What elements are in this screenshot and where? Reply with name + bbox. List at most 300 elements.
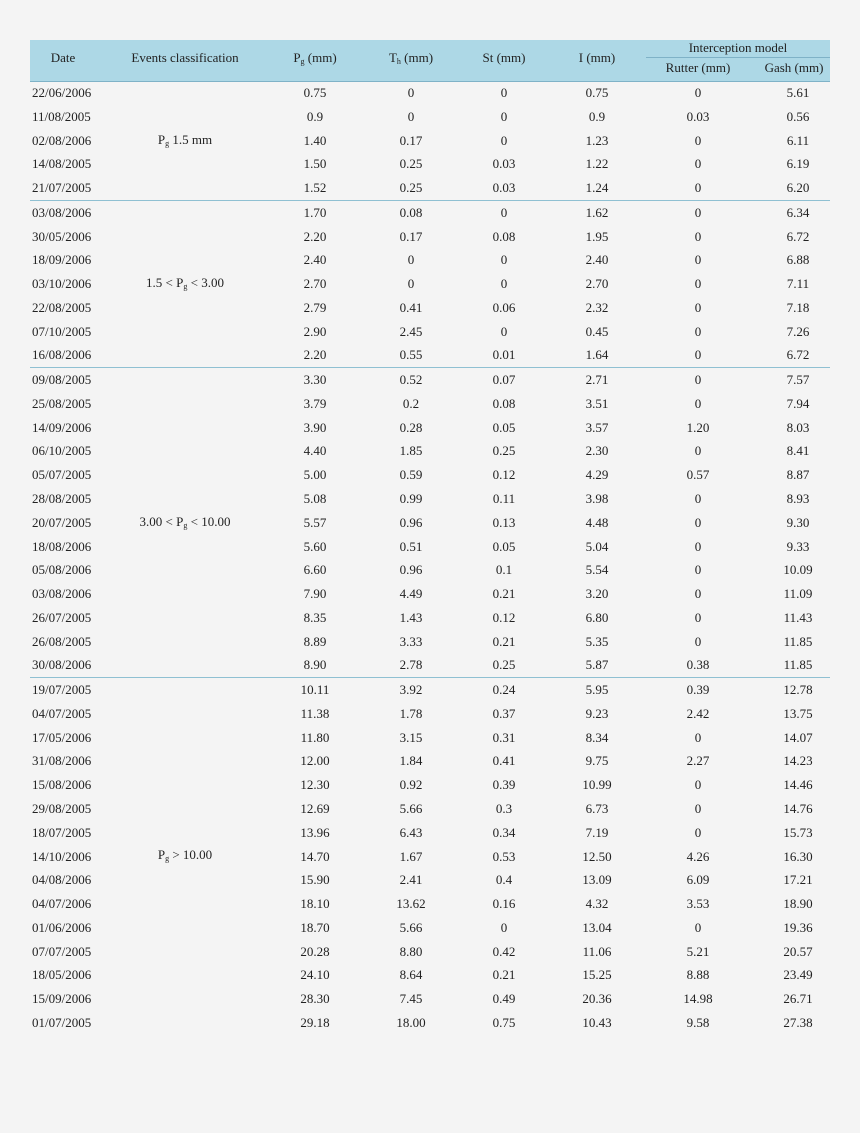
table-row xyxy=(30,392,830,416)
cell-rutter: 0 xyxy=(694,372,702,388)
classification-text: P xyxy=(157,132,166,148)
table-row xyxy=(30,653,830,677)
cell-gash: 8.41 xyxy=(786,443,810,459)
header-i: I (mm) xyxy=(578,50,616,65)
cell-th: 0 xyxy=(407,108,415,124)
table-row xyxy=(30,152,830,176)
cell-i: 5.87 xyxy=(585,657,609,673)
cell-th: 0.2 xyxy=(402,395,420,411)
table-row xyxy=(30,439,830,463)
cell-date: 18/07/2005 xyxy=(32,824,92,840)
cell-pg: 5.60 xyxy=(303,538,327,554)
table-row xyxy=(30,821,830,845)
cell-gash: 7.11 xyxy=(786,276,810,292)
cell-st: 0.75 xyxy=(492,1014,516,1030)
cell-th: 0 xyxy=(407,276,415,292)
cell-th: 1.85 xyxy=(399,443,423,459)
classification-text: 1.5 mm xyxy=(169,132,213,148)
cell-th: 18.00 xyxy=(396,1014,426,1030)
events-classification-label xyxy=(115,132,255,148)
cell-rutter: 0 xyxy=(694,132,702,148)
header-interception-model: Interception model xyxy=(646,40,830,58)
classification-text: < 10.00 xyxy=(187,513,231,529)
cell-th: 0.59 xyxy=(399,467,423,483)
cell-st: 0 xyxy=(500,919,508,935)
cell-th: 8.80 xyxy=(399,943,423,959)
cell-st: 0.03 xyxy=(492,180,516,196)
cell-gash: 7.26 xyxy=(786,323,810,339)
cell-gash: 14.76 xyxy=(783,800,813,816)
header-rutter: Rutter (mm) xyxy=(665,60,731,75)
cell-pg: 12.30 xyxy=(300,777,330,793)
cell-pg: 12.69 xyxy=(300,800,330,816)
table-row xyxy=(30,416,830,440)
table-row-group xyxy=(30,677,830,1034)
events-classification-label xyxy=(115,847,255,863)
cell-date: 01/07/2005 xyxy=(32,1014,92,1030)
classification-text: 1.5 < P xyxy=(146,275,184,291)
cell-i: 2.40 xyxy=(585,252,609,268)
cell-pg: 2.20 xyxy=(303,228,327,244)
cell-date: 14/10/2006 xyxy=(32,848,92,864)
events-classification-label xyxy=(115,514,255,530)
cell-rutter: 6.09 xyxy=(686,872,710,888)
cell-st: 0.24 xyxy=(492,682,516,698)
header-pg-sub: g xyxy=(300,57,305,66)
cell-i: 1.24 xyxy=(585,180,609,196)
table-row xyxy=(30,343,830,367)
cell-pg: 0.75 xyxy=(303,85,327,100)
table-row xyxy=(30,940,830,964)
cell-th: 5.66 xyxy=(399,800,423,816)
cell-pg: 29.18 xyxy=(300,1014,330,1030)
table-row xyxy=(30,892,830,916)
cell-rutter: 0 xyxy=(694,514,702,530)
cell-date: 18/09/2006 xyxy=(32,252,92,268)
cell-rutter: 0 xyxy=(694,919,702,935)
cell-rutter: 0 xyxy=(694,85,702,100)
cell-rutter: 0 xyxy=(694,586,702,602)
cell-pg: 3.30 xyxy=(303,372,327,388)
cell-i: 0.75 xyxy=(585,85,609,100)
cell-st: 0.21 xyxy=(492,586,516,602)
cell-gash: 18.90 xyxy=(783,896,813,912)
cell-st: 0.21 xyxy=(492,633,516,649)
cell-st: 0.21 xyxy=(492,967,516,983)
header-gash: Gash (mm) xyxy=(764,60,824,75)
cell-th: 13.62 xyxy=(396,896,426,912)
table-row xyxy=(30,702,830,726)
cell-date: 29/08/2005 xyxy=(32,800,92,816)
cell-st: 0 xyxy=(500,323,508,339)
cell-pg: 6.60 xyxy=(303,562,327,578)
table-row xyxy=(30,963,830,987)
cell-date: 02/08/2006 xyxy=(32,132,92,148)
header-th-base: T xyxy=(388,50,397,65)
cell-gash: 17.21 xyxy=(783,872,813,888)
cell-i: 1.23 xyxy=(585,132,609,148)
cell-st: 0 xyxy=(500,132,508,148)
table-row xyxy=(30,176,830,200)
cell-gash: 26.71 xyxy=(783,991,813,1007)
classification-subscript: g xyxy=(183,282,188,292)
cell-st: 0 xyxy=(500,204,508,220)
cell-gash: 8.87 xyxy=(786,467,810,483)
cell-date: 15/08/2006 xyxy=(32,777,92,793)
table-row xyxy=(30,535,830,559)
cell-rutter: 0 xyxy=(694,204,702,220)
cell-pg: 20.28 xyxy=(300,943,330,959)
cell-st: 0.34 xyxy=(492,824,516,840)
cell-gash: 6.88 xyxy=(786,252,810,268)
cell-date: 25/08/2005 xyxy=(32,395,92,411)
cell-th: 0.55 xyxy=(399,347,423,363)
cell-th: 0 xyxy=(407,85,415,100)
cell-rutter: 14.98 xyxy=(683,991,713,1007)
cell-pg: 7.90 xyxy=(303,586,327,602)
cell-i: 13.04 xyxy=(582,919,612,935)
cell-date: 04/07/2006 xyxy=(32,896,92,912)
cell-i: 4.29 xyxy=(585,467,609,483)
table-row xyxy=(30,1011,830,1035)
cell-rutter: 0 xyxy=(694,252,702,268)
cell-date: 07/07/2005 xyxy=(32,943,92,959)
cell-th: 0.99 xyxy=(399,491,423,507)
cell-th: 0 xyxy=(407,252,415,268)
cell-th: 5.66 xyxy=(399,919,423,935)
cell-st: 0.41 xyxy=(492,753,516,769)
cell-pg: 12.00 xyxy=(300,753,330,769)
cell-gash: 6.19 xyxy=(786,156,810,172)
cell-gash: 16.30 xyxy=(783,848,813,864)
cell-pg: 15.90 xyxy=(300,872,330,888)
cell-rutter: 0 xyxy=(694,347,702,363)
cell-date: 26/08/2005 xyxy=(32,633,92,649)
cell-pg: 5.57 xyxy=(303,514,327,530)
cell-pg: 1.70 xyxy=(303,204,327,220)
cell-i: 9.23 xyxy=(585,705,609,721)
cell-gash: 8.93 xyxy=(786,491,810,507)
cell-th: 1.84 xyxy=(399,753,423,769)
cell-gash: 14.46 xyxy=(783,777,813,793)
cell-rutter: 4.26 xyxy=(686,848,710,864)
table-row-group xyxy=(30,81,830,200)
table-row xyxy=(30,606,830,630)
cell-st: 0.11 xyxy=(492,491,516,507)
table-row xyxy=(30,367,830,392)
cell-i: 5.95 xyxy=(585,682,609,698)
cell-th: 1.78 xyxy=(399,705,423,721)
cell-gash: 5.61 xyxy=(786,85,810,100)
cell-gash: 11.43 xyxy=(783,609,813,625)
table-row xyxy=(30,248,830,272)
cell-rutter: 0 xyxy=(694,323,702,339)
cell-rutter: 0.38 xyxy=(686,657,710,673)
cell-th: 0.08 xyxy=(399,204,423,220)
cell-st: 0.31 xyxy=(492,729,516,745)
cell-date: 30/05/2006 xyxy=(32,228,92,244)
cell-gash: 6.72 xyxy=(786,347,810,363)
cell-st: 0.08 xyxy=(492,228,516,244)
cell-pg: 5.00 xyxy=(303,467,327,483)
cell-th: 2.78 xyxy=(399,657,423,673)
cell-date: 30/08/2006 xyxy=(32,657,92,673)
table-row xyxy=(30,773,830,797)
cell-th: 2.41 xyxy=(399,872,423,888)
cell-rutter: 2.27 xyxy=(686,753,710,769)
table-row xyxy=(30,296,830,320)
cell-pg: 28.30 xyxy=(300,991,330,1007)
cell-i: 1.95 xyxy=(585,228,609,244)
cell-i: 10.99 xyxy=(582,777,612,793)
cell-pg: 3.90 xyxy=(303,419,327,435)
cell-pg: 2.90 xyxy=(303,323,327,339)
cell-date: 03/08/2006 xyxy=(32,204,92,220)
table-row xyxy=(30,987,830,1011)
cell-i: 2.70 xyxy=(585,276,609,292)
cell-date: 18/05/2006 xyxy=(32,967,92,983)
classification-text: > 10.00 xyxy=(169,847,213,863)
cell-date: 21/07/2005 xyxy=(32,180,92,196)
header-pg xyxy=(275,50,355,66)
cell-gash: 7.18 xyxy=(786,299,810,315)
cell-rutter: 0 xyxy=(694,276,702,292)
cell-pg: 3.79 xyxy=(303,395,327,411)
cell-pg: 1.40 xyxy=(303,132,327,148)
classification-text: 3.00 < P xyxy=(139,513,184,529)
table-row xyxy=(30,582,830,606)
cell-st: 0.49 xyxy=(492,991,516,1007)
table-row-group xyxy=(30,200,830,367)
cell-st: 0.06 xyxy=(492,299,516,315)
cell-i: 15.25 xyxy=(582,967,612,983)
cell-pg: 24.10 xyxy=(300,967,330,983)
cell-date: 22/08/2005 xyxy=(32,299,92,315)
header-th xyxy=(371,50,451,66)
cell-date: 03/08/2006 xyxy=(32,586,92,602)
cell-st: 0.25 xyxy=(492,657,516,673)
classification-subscript: g xyxy=(165,139,170,149)
cell-pg: 2.79 xyxy=(303,299,327,315)
cell-st: 0.1 xyxy=(495,562,513,578)
header-st: St (mm) xyxy=(482,50,526,65)
cell-pg: 5.08 xyxy=(303,491,327,507)
cell-i: 9.75 xyxy=(585,753,609,769)
cell-st: 0.12 xyxy=(492,609,516,625)
cell-st: 0.08 xyxy=(492,395,516,411)
cell-i: 3.98 xyxy=(585,491,609,507)
cell-i: 6.73 xyxy=(585,800,609,816)
cell-rutter: 0 xyxy=(694,395,702,411)
cell-gash: 15.73 xyxy=(783,824,813,840)
cell-pg: 11.80 xyxy=(300,729,330,745)
table-row xyxy=(30,487,830,511)
cell-i: 1.22 xyxy=(585,156,609,172)
cell-date: 31/08/2006 xyxy=(32,753,92,769)
cell-rutter: 0 xyxy=(694,538,702,554)
cell-gash: 11.85 xyxy=(783,633,813,649)
cell-gash: 9.30 xyxy=(786,514,810,530)
cell-date: 14/08/2005 xyxy=(32,156,92,172)
cell-gash: 7.94 xyxy=(786,395,810,411)
cell-st: 0.03 xyxy=(492,156,516,172)
cell-pg: 8.90 xyxy=(303,657,327,673)
table-row xyxy=(30,81,830,105)
cell-pg: 18.10 xyxy=(300,896,330,912)
cell-th: 8.64 xyxy=(399,967,423,983)
cell-i: 1.62 xyxy=(585,204,609,220)
cell-rutter: 0 xyxy=(694,609,702,625)
cell-pg: 13.96 xyxy=(300,824,330,840)
cell-i: 3.57 xyxy=(585,419,609,435)
cell-pg: 2.40 xyxy=(303,252,327,268)
cell-st: 0.25 xyxy=(492,443,516,459)
cell-st: 0.13 xyxy=(492,514,516,530)
cell-date: 19/07/2005 xyxy=(32,682,92,698)
cell-i: 20.36 xyxy=(582,991,612,1007)
cell-rutter: 9.58 xyxy=(686,1014,710,1030)
cell-th: 0.96 xyxy=(399,562,423,578)
table-header xyxy=(30,40,830,82)
cell-rutter: 0.03 xyxy=(686,108,710,124)
cell-rutter: 0 xyxy=(694,824,702,840)
header-pg-unit: (mm) xyxy=(304,50,337,65)
cell-i: 5.54 xyxy=(585,562,609,578)
cell-pg: 2.20 xyxy=(303,347,327,363)
table-row xyxy=(30,463,830,487)
cell-st: 0.12 xyxy=(492,467,516,483)
table-row xyxy=(30,916,830,940)
cell-st: 0.01 xyxy=(492,347,516,363)
cell-gash: 8.03 xyxy=(786,419,810,435)
table-row xyxy=(30,677,830,702)
cell-th: 0.25 xyxy=(399,156,423,172)
table-row xyxy=(30,558,830,582)
table-row-group xyxy=(30,367,830,677)
cell-i: 2.30 xyxy=(585,443,609,459)
cell-th: 6.43 xyxy=(399,824,423,840)
cell-th: 7.45 xyxy=(399,991,423,1007)
cell-gash: 11.85 xyxy=(783,657,813,673)
classification-subscript: g xyxy=(165,854,170,864)
cell-th: 0.41 xyxy=(399,299,423,315)
cell-th: 1.67 xyxy=(399,848,423,864)
cell-date: 16/08/2006 xyxy=(32,347,92,363)
cell-th: 1.43 xyxy=(399,609,423,625)
cell-i: 3.20 xyxy=(585,586,609,602)
cell-pg: 10.11 xyxy=(300,682,330,698)
cell-pg: 11.38 xyxy=(300,705,330,721)
cell-date: 22/06/2006 xyxy=(32,85,92,100)
cell-rutter: 0 xyxy=(694,633,702,649)
cell-st: 0 xyxy=(500,85,508,100)
cell-pg: 2.70 xyxy=(303,276,327,292)
cell-gash: 0.56 xyxy=(786,108,810,124)
cell-st: 0.3 xyxy=(495,800,513,816)
cell-date: 11/08/2005 xyxy=(32,108,91,124)
cell-st: 0.05 xyxy=(492,419,516,435)
cell-i: 10.43 xyxy=(582,1014,612,1030)
cell-date: 03/10/2006 xyxy=(32,276,92,292)
cell-i: 0.45 xyxy=(585,323,609,339)
table-row xyxy=(30,726,830,750)
table-row xyxy=(30,797,830,821)
cell-i: 4.48 xyxy=(585,514,609,530)
cell-date: 05/07/2005 xyxy=(32,467,92,483)
cell-th: 0.17 xyxy=(399,228,423,244)
cell-rutter: 2.42 xyxy=(686,705,710,721)
cell-i: 13.09 xyxy=(582,872,612,888)
cell-date: 20/07/2005 xyxy=(32,514,92,530)
cell-st: 0.42 xyxy=(492,943,516,959)
cell-gash: 9.33 xyxy=(786,538,810,554)
cell-th: 0.25 xyxy=(399,180,423,196)
cell-date: 07/10/2005 xyxy=(32,323,92,339)
cell-st: 0.37 xyxy=(492,705,516,721)
cell-i: 4.32 xyxy=(585,896,609,912)
cell-gash: 27.38 xyxy=(783,1014,813,1030)
cell-th: 0.52 xyxy=(399,372,423,388)
cell-i: 2.32 xyxy=(585,299,609,315)
header-events-classification: Events classification xyxy=(131,50,239,65)
cell-th: 3.15 xyxy=(399,729,423,745)
cell-pg: 4.40 xyxy=(303,443,327,459)
cell-st: 0 xyxy=(500,252,508,268)
cell-th: 4.49 xyxy=(399,586,423,602)
cell-pg: 1.52 xyxy=(303,180,327,196)
cell-rutter: 8.88 xyxy=(686,967,710,983)
classification-text: P xyxy=(157,847,166,863)
cell-date: 17/05/2006 xyxy=(32,729,92,745)
cell-pg: 8.89 xyxy=(303,633,327,649)
header-pg-base: P xyxy=(293,50,301,65)
cell-i: 2.71 xyxy=(585,372,609,388)
cell-rutter: 0 xyxy=(694,800,702,816)
cell-gash: 6.20 xyxy=(786,180,810,196)
cell-gash: 14.23 xyxy=(783,753,813,769)
events-classification-label xyxy=(115,275,255,291)
table-row xyxy=(30,225,830,249)
cell-i: 6.80 xyxy=(585,609,609,625)
cell-rutter: 0.39 xyxy=(686,682,710,698)
cell-i: 7.19 xyxy=(585,824,609,840)
cell-i: 0.9 xyxy=(588,108,606,124)
table-row xyxy=(30,630,830,654)
cell-date: 14/09/2006 xyxy=(32,419,92,435)
cell-i: 12.50 xyxy=(582,848,612,864)
cell-gash: 20.57 xyxy=(783,943,813,959)
cell-date: 01/06/2006 xyxy=(32,919,92,935)
cell-gash: 13.75 xyxy=(783,705,813,721)
cell-rutter: 0 xyxy=(694,443,702,459)
cell-rutter: 3.53 xyxy=(686,896,710,912)
cell-date: 04/07/2005 xyxy=(32,705,92,721)
cell-date: 06/10/2005 xyxy=(32,443,92,459)
table-row xyxy=(30,868,830,892)
cell-rutter: 0 xyxy=(694,156,702,172)
cell-pg: 0.9 xyxy=(306,108,324,124)
cell-th: 2.45 xyxy=(399,323,423,339)
cell-gash: 12.78 xyxy=(783,682,813,698)
cell-rutter: 5.21 xyxy=(686,943,710,959)
cell-th: 0.96 xyxy=(399,514,423,530)
cell-i: 3.51 xyxy=(585,395,609,411)
table-row xyxy=(30,320,830,344)
cell-st: 0.53 xyxy=(492,848,516,864)
cell-pg: 14.70 xyxy=(300,848,330,864)
cell-rutter: 0 xyxy=(694,228,702,244)
cell-rutter: 0.57 xyxy=(686,467,710,483)
